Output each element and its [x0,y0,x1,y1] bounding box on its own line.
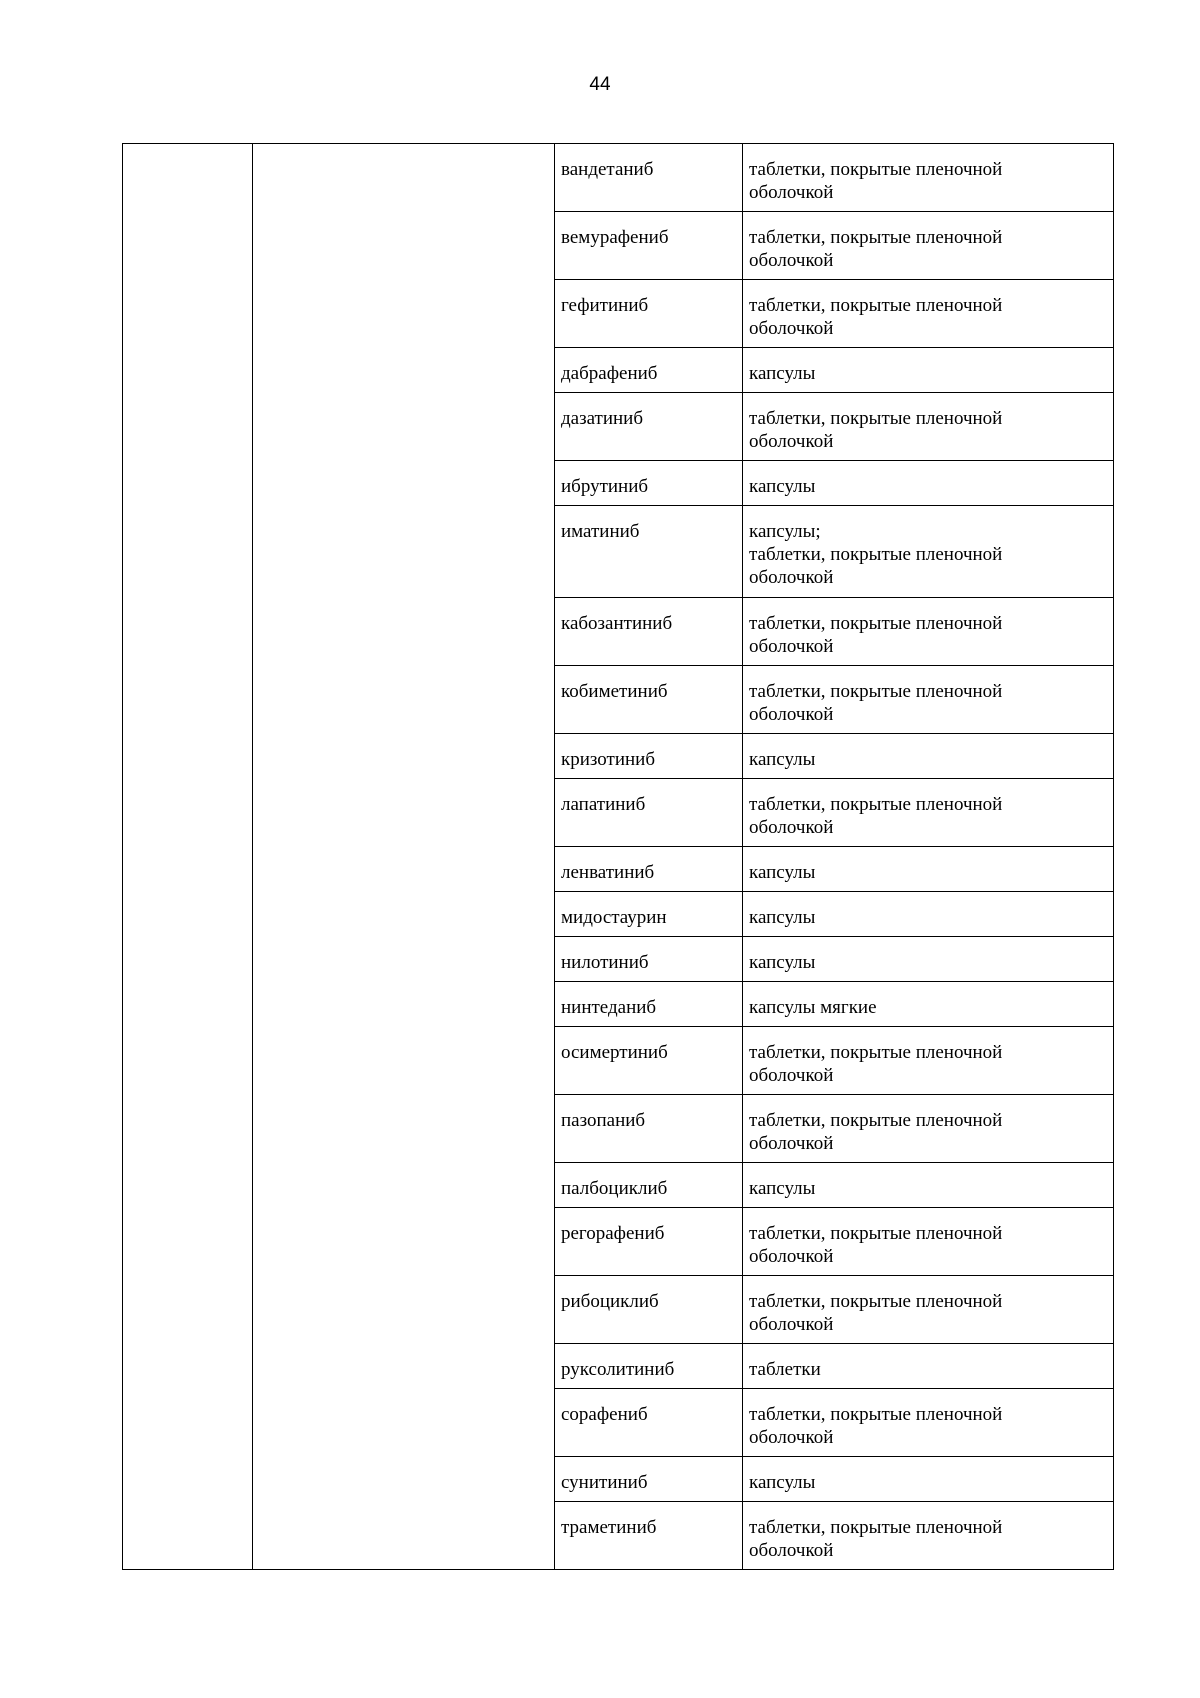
dosage-form-cell [743,144,1114,212]
drug-name: иматиниб [561,521,640,542]
dosage-form-line: таблетки, покрытые пленочной [749,408,1003,429]
dosage-form-cell [743,348,1114,393]
dosage-form-line: таблетки, покрытые пленочной [749,1042,1003,1063]
dosage-form-line: таблетки, покрытые пленочной [749,295,1003,316]
dosage-form-line: капсулы [749,363,816,384]
drug-name-cell [555,280,743,348]
drug-name: вандетаниб [561,159,654,180]
drug-name: ибрутиниб [561,476,649,497]
dosage-form-line: капсулы [749,749,816,770]
dosage-form-line: капсулы [749,1472,816,1493]
dosage-form-line: капсулы [749,907,816,928]
dosage-form-line: таблетки, покрытые пленочной [749,613,1003,634]
dosage-form-cell [743,1027,1114,1095]
drug-name-cell [555,461,743,506]
drug-name: руксолитиниб [561,1359,675,1380]
drug-name-cell [555,982,743,1027]
dosage-form-line: капсулы; [749,521,821,542]
dosage-form-line: оболочкой [749,1540,834,1561]
atc-code-cell [123,144,253,1570]
dosage-form-cell [743,212,1114,280]
drug-name: кризотиниб [561,749,656,770]
drug-name-cell [555,1502,743,1570]
dosage-form-line: таблетки, покрытые пленочной [749,1404,1003,1425]
page-number: 44 [589,74,611,95]
drug-name-cell [555,1276,743,1344]
dosage-form-cell [743,666,1114,734]
table-row [123,144,1114,212]
drug-name-cell [555,937,743,982]
dosage-form-line: таблетки, покрытые пленочной [749,1110,1003,1131]
drug-name: палбоциклиб [561,1178,668,1199]
drug-name-cell [555,1163,743,1208]
drug-name-cell [555,1027,743,1095]
dosage-form-line: оболочкой [749,431,834,452]
dosage-form-cell [743,1276,1114,1344]
dosage-form-line: оболочкой [749,318,834,339]
dosage-form-cell [743,982,1114,1027]
dosage-form-line: таблетки, покрытые пленочной [749,544,1003,565]
drug-name-cell [555,506,743,598]
drug-name-cell [555,1095,743,1163]
dosage-form-cell [743,1389,1114,1457]
drug-name-cell [555,847,743,892]
drug-name: вемурафениб [561,227,669,248]
drug-name: нилотиниб [561,952,649,973]
dosage-form-cell [743,779,1114,847]
drug-name-cell [555,144,743,212]
drug-name-cell [555,348,743,393]
dosage-form-line: оболочкой [749,636,834,657]
dosage-form-line: капсулы мягкие [749,997,877,1018]
dosage-form-cell [743,1163,1114,1208]
group-name-cell [253,144,555,1570]
dosage-form-line: таблетки, покрытые пленочной [749,227,1003,248]
dosage-form-line: оболочкой [749,704,834,725]
drug-name-cell [555,666,743,734]
drug-name-cell [555,1208,743,1276]
dosage-form-cell [743,280,1114,348]
dosage-form-cell [743,847,1114,892]
dosage-form-cell [743,1457,1114,1502]
dosage-form-line: оболочкой [749,817,834,838]
dosage-form-line: капсулы [749,476,816,497]
drug-name-cell [555,598,743,666]
dosage-form-line: таблетки [749,1359,821,1380]
drug-name-cell [555,212,743,280]
dosage-form-line: таблетки, покрытые пленочной [749,794,1003,815]
dosage-form-line: таблетки, покрытые пленочной [749,1291,1003,1312]
drug-name: мидостаурин [561,907,667,928]
dosage-form-cell [743,1344,1114,1389]
dosage-form-cell [743,393,1114,461]
dosage-form-line: таблетки, покрытые пленочной [749,159,1003,180]
drug-table [122,143,1114,1570]
drug-name: сорафениб [561,1404,648,1425]
dosage-form-line: оболочкой [749,1133,834,1154]
drug-name: дабрафениб [561,363,658,384]
drug-name-cell [555,734,743,779]
dosage-form-line: оболочкой [749,250,834,271]
drug-table-body [123,144,1114,1570]
dosage-form-line: оболочкой [749,1427,834,1448]
dosage-form-line: капсулы [749,952,816,973]
dosage-form-cell [743,1208,1114,1276]
drug-name-cell [555,1389,743,1457]
dosage-form-line: таблетки, покрытые пленочной [749,1517,1003,1538]
drug-name-cell [555,892,743,937]
drug-name: нинтеданиб [561,997,657,1018]
drug-name: рибоциклиб [561,1291,659,1312]
dosage-form-cell [743,1502,1114,1570]
dosage-form-line: оболочкой [749,1246,834,1267]
drug-name: кобиметиниб [561,681,668,702]
dosage-form-cell [743,734,1114,779]
dosage-form-cell [743,937,1114,982]
dosage-form-line: капсулы [749,862,816,883]
drug-name: регорафениб [561,1223,665,1244]
dosage-form-line: капсулы [749,1178,816,1199]
dosage-form-line: оболочкой [749,1065,834,1086]
drug-name: осимертиниб [561,1042,668,1063]
dosage-form-cell [743,506,1114,598]
drug-name: дазатиниб [561,408,644,429]
drug-name: лапатиниб [561,794,646,815]
dosage-form-line: таблетки, покрытые пленочной [749,1223,1003,1244]
dosage-form-line: оболочкой [749,567,834,588]
dosage-form-cell [743,1095,1114,1163]
dosage-form-cell [743,598,1114,666]
drug-name: сунитиниб [561,1472,648,1493]
drug-name-cell [555,1344,743,1389]
dosage-form-line: оболочкой [749,182,834,203]
drug-name: траметиниб [561,1517,657,1538]
drug-name-cell [555,1457,743,1502]
drug-name: ленватиниб [561,862,655,883]
dosage-form-line: таблетки, покрытые пленочной [749,681,1003,702]
drug-name-cell [555,393,743,461]
dosage-form-cell [743,461,1114,506]
drug-name: пазопаниб [561,1110,646,1131]
drug-name-cell [555,779,743,847]
drug-name: гефитиниб [561,295,649,316]
drug-name: кабозантиниб [561,613,673,634]
dosage-form-cell [743,892,1114,937]
dosage-form-line: оболочкой [749,1314,834,1335]
